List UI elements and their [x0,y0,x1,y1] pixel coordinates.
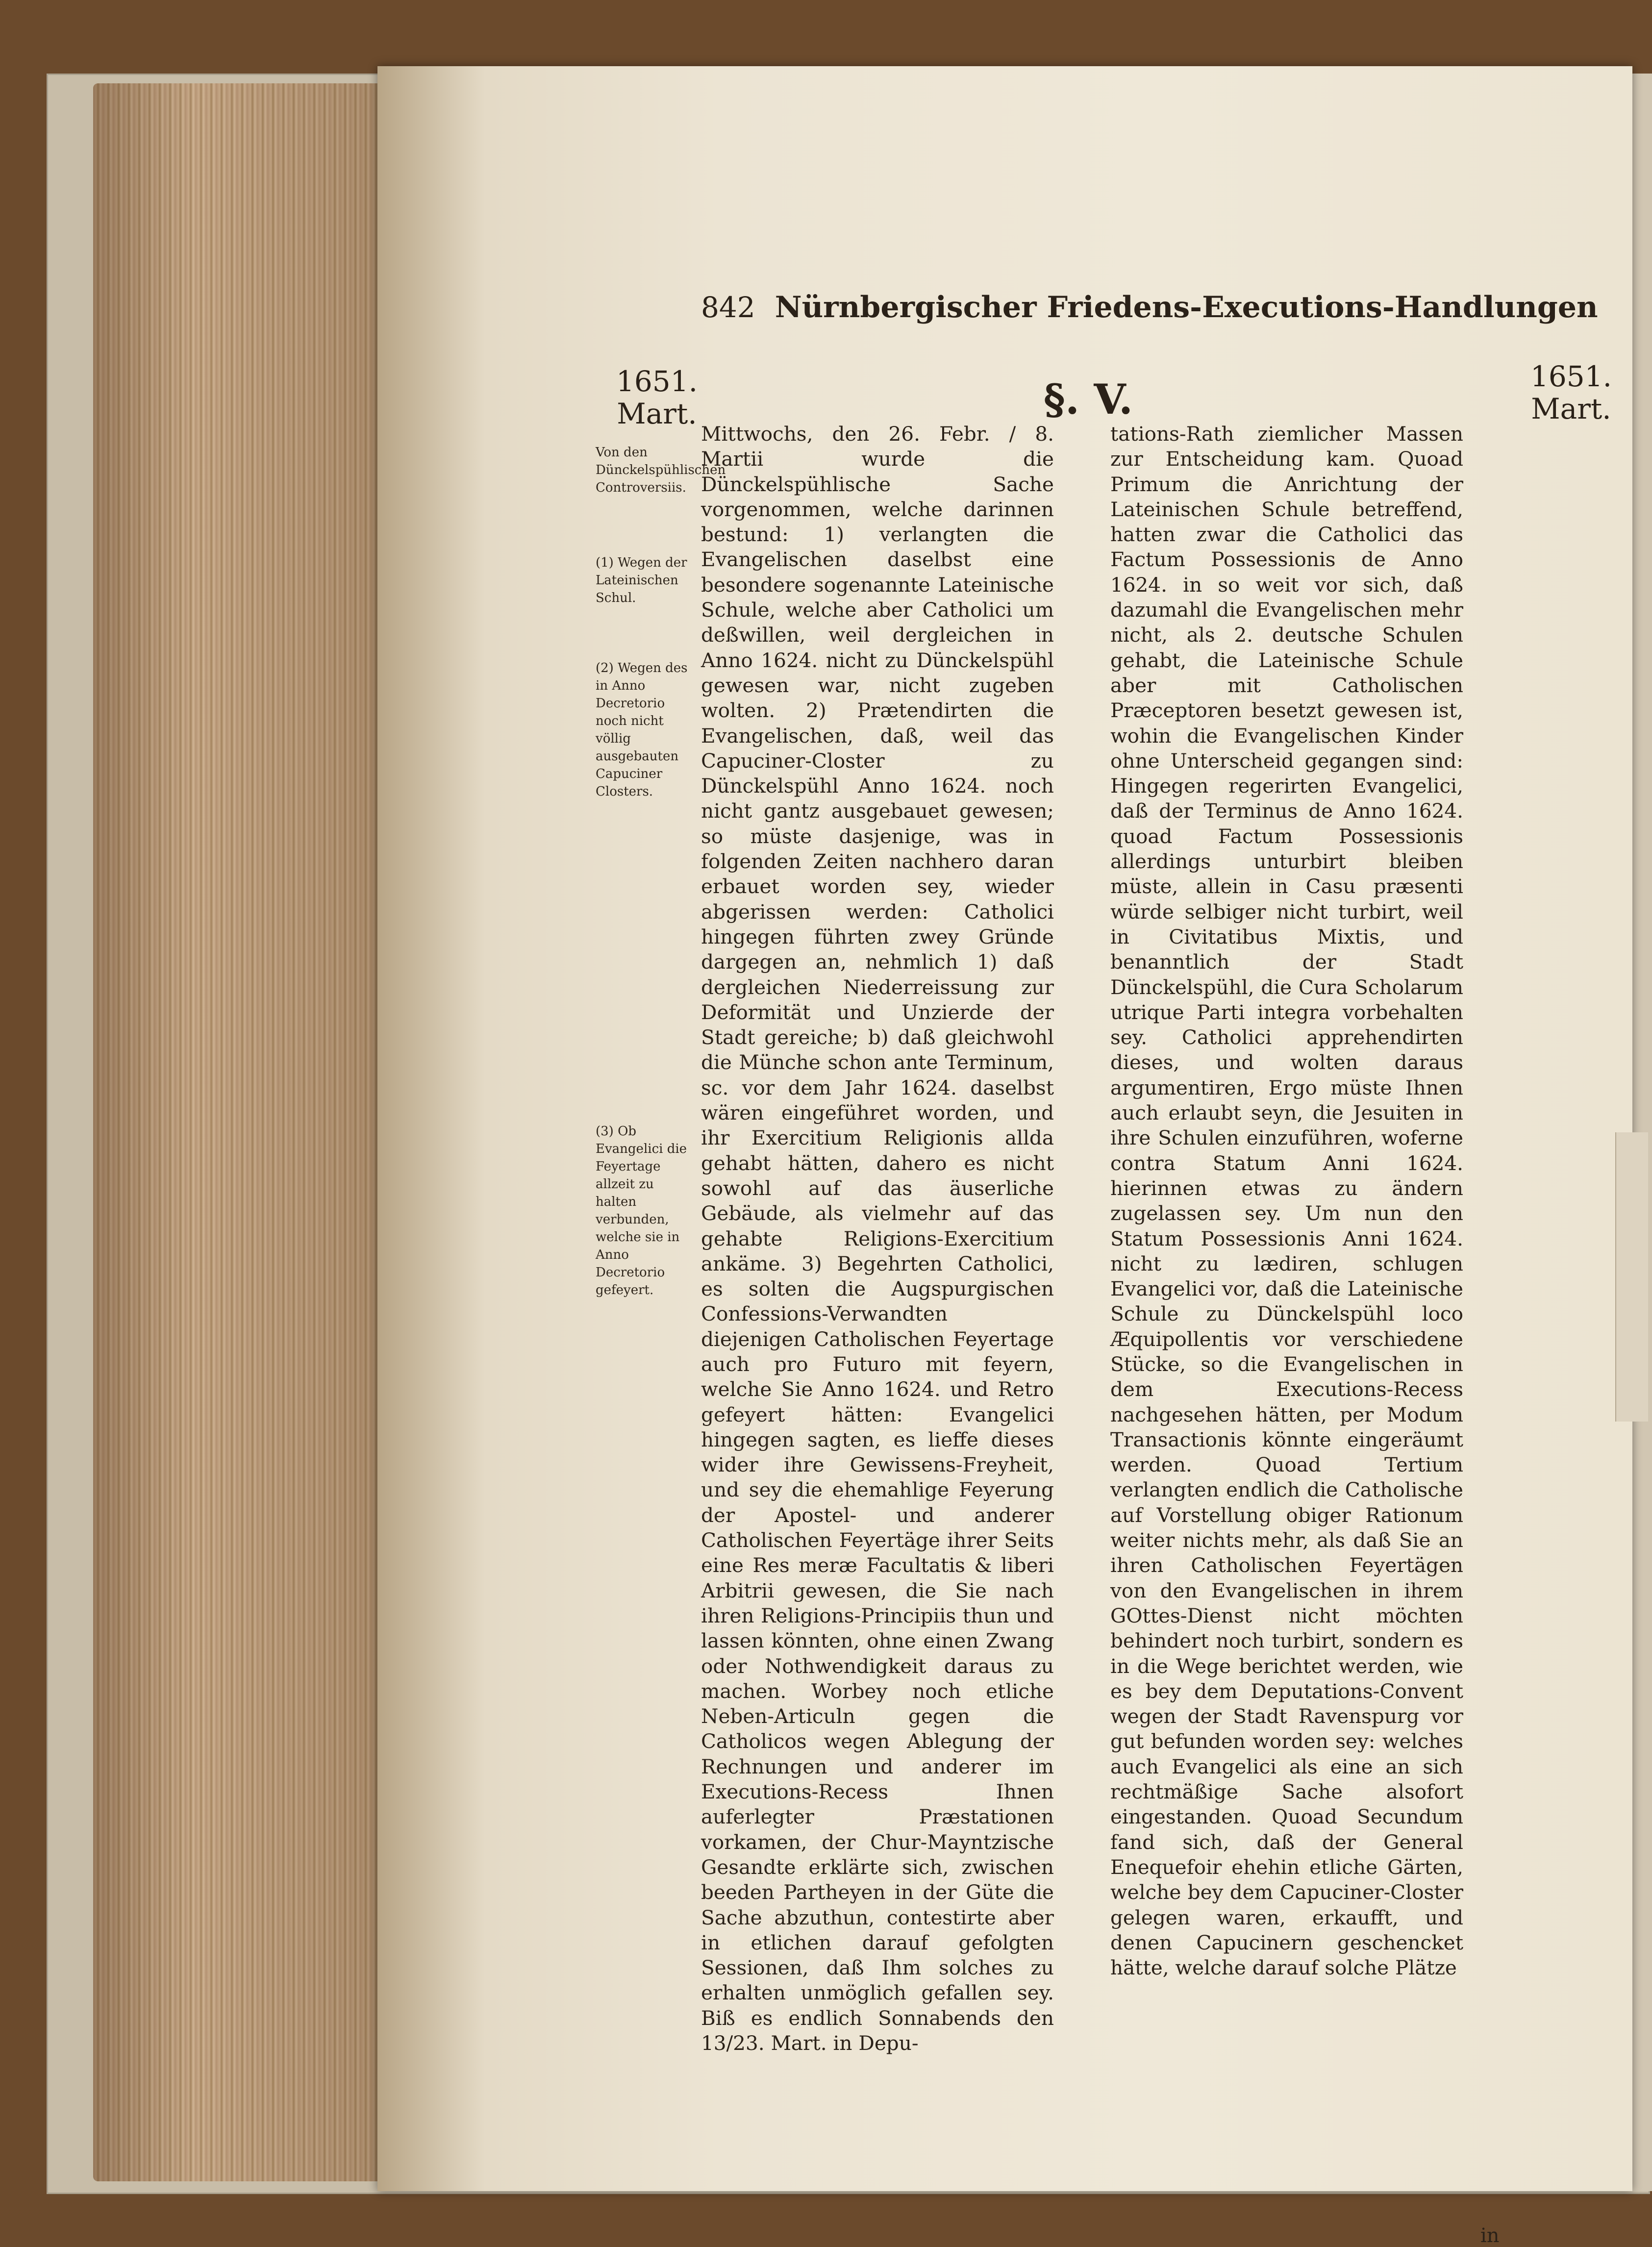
page-number: 842 [701,291,755,324]
text-column-left [701,422,1054,2056]
year-right-value: 1651. [1530,360,1612,393]
right-page-tab [1615,1132,1648,1422]
margin-note-1: Von den Dünckelspühlischen Controversiis. [596,445,726,495]
margin-note-3: (2) Wegen des in Anno Decretorio noch nicht völlig ausgebauten Capuciner Closters. [596,661,688,799]
margin-note-4: (3) Ob Evangelici die Feyertage allzeit zu halten verbunden, welche sie in Anno Decretorio gefeyert. [596,1124,687,1298]
year-left-value: 1651. [616,365,698,398]
text-column-right [1110,422,1463,1980]
paragraph-right: tations-Rath ziemlicher Massen zur Entscheidung kam. Quoad Primum die Anrichtung der Lateinischen Schule betreffend, hatten zwar die Catholici das Factum Possessionis de Anno 1624. in so weit vor sich, daß dazumahl die Evangelischen mehr nicht, als 2. deutsche Schulen gehabt, die Lateinische Schule aber mit Catholischen Præceptoren besetzt gewesen ist, wohin die Evangelischen Kinder ohne Unterscheid gegangen sind: Hingegen regerirten Evangelici, daß der Terminus de Anno 1624. quoad Factum Possessionis allerdings unturbirt bleiben müste, allein in Casu præsenti würde selbiger nicht turbirt, weil in Civitatibus Mixtis, und benanntlich der Stadt Dünckelspühl, die Cura Scholarum utrique Parti integra vorbehalten sey. Catholici apprehendirten dieses, und wolten daraus argumentiren, Ergo müste Ihnen auch erlaubt seyn, die Jesuiten in ihre Schulen einzuführen, woferne contra Statum Anni 1624. hierinnen etwas zu ändern zugelassen sey. Um nun den Statum Possessionis Anni 1624. nicht zu lædiren, schlugen Evangelici vor, daß die Lateinische Schule zu Dünckelspühl loco Æquipollentis vor verschiedene Stücke, so die Evangelischen in dem Executions-Recess nachgesehen hätten, per Modum Transactionis könnte eingeräumt werden. Quoad Tertium verlangten endlich die Catholische auf Vorstellung obiger Rationum weiter nichts mehr, als daß Sie an ihren Catholischen Feyertägen von den Evangelischen in ihrem GOttes-Dienst nicht möchten behindert noch turbirt, sondern es in die Wege berichtet werden, wie es bey dem Deputations-Convent wegen der Stadt Ravenspurg vor gut befunden worden sey: welches auch Evangelici als eine an sich rechtmäßige Sache alsofort eingestanden. Quoad Secundum fand sich, daß der General Enequefoir ehehin etliche Gärten, welche bey dem Capuciner-Closter gelegen waren, erkaufft, und denen Capucinern geschencket hätte, welche darauf solche Plätze [1110,422,1463,1980]
section-heading: §. V. [1043,375,1133,424]
catchword: in [1480,2224,1500,2247]
year-right [1522,360,1620,425]
paragraph-left: Mittwochs, den 26. Febr. / 8. Martii wurde die Dünckelspühlische Sache vorgenommen, welche darinnen bestund: 1) verlangten die Evangelischen daselbst eine besondere sogenannte Lateinische Schule, welche aber Catholici um deßwillen, weil dergleichen in Anno 1624. nicht zu Dünckelspühl gewesen war, nicht zugeben wolten. 2) Prætendirten die Evangelischen, daß, weil das Capuciner-Closter zu Dünckelspühl Anno 1624. noch nicht gantz ausgebauet gewesen; so müste dasjenige, was in folgenden Zeiten nachhero daran erbauet worden sey, wieder abgerissen werden: Catholici hingegen führten zwey Gründe dargegen an, nehmlich 1) daß dergleichen Niederreissung zur Deformität und Unzierde der Stadt gereiche; b) daß gleichwohl die Münche schon ante Terminum, sc. vor dem Jahr 1624. daselbst wären eingeführet worden, und ihr Exercitium Religionis allda gehabt hätten, dahero es nicht sowohl auf das äuserliche Gebäude, als vielmehr auf das gehabte Religions-Exercitium ankäme. 3) Begehrten Catholici, es solten die Augspurgischen Confessions-Verwandten diejenigen Catholischen Feyertage auch pro Futuro mit feyern, welche Sie Anno 1624. und Retro gefeyert hätten: Evangelici hingegen sagten, es lieffe dieses wider ihre Gewissens-Freyheit, und sey die ehemahlige Feyerung der Apostel- und anderer Catholischen Feyertäge ihrer Seits eine Res meræ Facultatis & liberi Arbitrii gewesen, die Sie nach ihren Religions-Principiis thun und lassen könnten, ohne einen Zwang oder Nothwendigkeit daraus zu machen. Worbey noch etliche Neben-Articuln gegen die Catholicos wegen Ablegung der Rechnungen und anderer im Executions-Recess Ihnen auferlegter Præstationen vorkamen, der Chur-Mayntzische Gesandte erklärte sich, zwischen beeden Partheyen in der Güte die Sache abzuthun, contestirte aber in etlichen darauf gefolgten Sessionen, daß Ihm solches zu erhalten unmöglich gefallen sey. Biß es endlich Sonnabends den 13/23. Mart. in Depu- [701,422,1054,2055]
running-header [701,290,1598,334]
month-left-value: Mart. [617,397,697,430]
month-right-value: Mart. [1531,392,1611,425]
year-left [608,365,706,430]
running-title: Nürnbergischer Friedens-Executions-Handlungen [775,290,1598,325]
book-page-edges [93,83,382,2181]
margin-note-2: (1) Wegen der Lateinischen Schul. [596,555,687,605]
